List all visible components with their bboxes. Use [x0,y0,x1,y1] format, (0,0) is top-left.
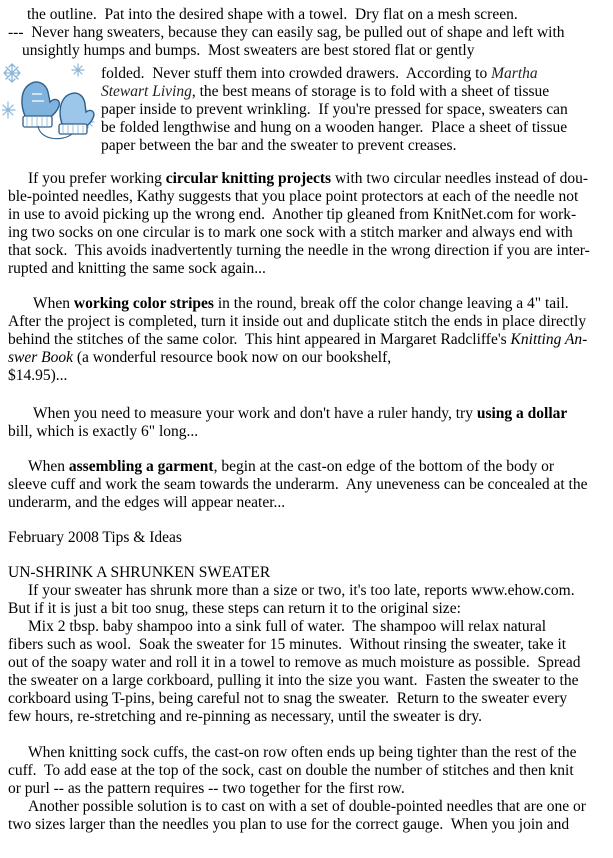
text-line [8,600,461,618]
text-line [8,494,285,512]
text-segment: the sweater on a large corkboard, pulling it into the size you want. Fasten the sweater to the [8,672,579,689]
text-segment: two sizes larger than the needles you plan to use for the correct gauge. When you join and [8,816,570,833]
text-line [8,206,576,224]
section-heading [8,529,182,547]
text-segment: or purl -- as the pattern requires -- two together for the first row. [8,780,405,797]
text-segment: After the project is completed, turn it inside out and duplicate stitch the ends in place directly [8,313,587,330]
text-line [8,816,569,834]
text-line [28,798,586,816]
text-line [28,582,575,600]
text-segment: circular knitting projects [165,170,332,187]
text-segment: February 2008 Tips & Ideas [8,529,182,546]
text-line [8,423,198,441]
text-segment: in use to avoid picking up the wrong end. Another tip gleaned from KnitNet.com for work- [8,206,577,223]
text-segment: If your sweater has shrunk more than a size or two, it's too late, reports www.ehow.com. [28,582,575,599]
section-heading [8,564,270,582]
text-line [28,618,546,636]
text-segment: the outline. Pat into the desired shape with a towel. Dry flat on a mesh screen. [27,6,518,23]
text-line [8,476,587,494]
text-line [101,119,567,137]
text-segment: sleeve cuff and work the seam towards the underarm. Any uneveness can be concealed at the [8,476,588,493]
text-segment: paper between the bar and the sweater to prevent creases. [101,137,457,154]
snowflake-icon [72,64,84,76]
text-line [101,83,549,101]
text-line [33,295,569,313]
text-line [8,224,573,242]
text-line [22,42,474,60]
text-line [8,708,482,726]
text-segment: Knitting An- [510,331,588,348]
text-segment: , the best means of storage is to fold with a sheet of tissue [191,83,550,100]
text-line [27,6,518,24]
right-mitten-icon [59,93,94,134]
text-line [8,672,578,690]
text-segment: using a dollar [476,405,568,422]
text-line [8,690,567,708]
text-line [8,780,405,798]
text-segment: When you need to measure your work and don't have a ruler handy, try [33,405,477,422]
text-segment: , begin at the cast-on edge of the bottom of the body or [213,458,555,475]
text-segment: --- Never hang sweaters, because they can easily sag, be pulled out of shape and left with [8,24,565,41]
text-segment: When knitting sock cuffs, the cast-on row often ends up being tighter than the rest of the [28,744,577,761]
text-line [28,170,588,188]
left-mitten-icon [22,82,59,127]
snowflake-icon [4,64,20,82]
text-segment: If you prefer working [28,170,166,187]
text-segment: out of the soapy water and roll it in a towel to remove as much moisture as possible. Spread [8,654,581,671]
text-line [8,654,581,672]
text-line [8,349,391,367]
text-segment: (a wonderful resource book now on our bookshelf, [73,349,392,366]
text-segment: unsightly humps and bumps. Most sweaters are best stored flat or gently [22,42,475,59]
text-line [101,101,568,119]
text-segment: rupted and knitting the same sock again... [8,260,266,277]
text-segment: Another possible solution is to cast on with a set of double-pointed needles that are one or [28,798,586,815]
text-line [101,137,456,155]
text-line [8,242,590,260]
text-segment: working color stripes [73,295,214,312]
text-line [101,65,538,83]
text-segment: When [28,458,69,475]
text-segment: assembling a garment [68,458,214,475]
text-line [8,762,574,780]
text-segment: with two circular needles instead of dou- [331,170,589,187]
text-line [8,313,586,331]
text-line [8,24,565,42]
text-line [28,458,554,476]
mittens-snowflakes-illustration [2,60,98,146]
text-segment: Martha [491,65,538,82]
text-segment: When [33,295,74,312]
text-segment: folded. Never stuff them into crowded drawers. According to [101,65,492,82]
text-segment: $14.95)... [8,367,68,384]
text-segment: ble-pointed needles, Kathy suggests that you place point protectors at each of the needle not [8,188,579,205]
text-line [8,260,266,278]
text-line [8,331,587,349]
text-segment: that sock. This avoids inadvertently turning the needle in the wrong direction if you are inter- [8,242,590,259]
text-segment: cuff. To add ease at the top of the sock, cast on double the number of stitches and then knit [8,762,574,779]
text-segment: Mix 2 tbsp. baby shampoo into a sink full of water. The shampoo will relax natural [28,618,547,635]
text-line [8,188,578,206]
text-segment: be folded lengthwise and hung on a wooden hanger. Place a sheet of tissue [101,119,568,136]
text-segment: underarm, and the edges will appear neater... [8,494,286,511]
text-segment: UN-SHRINK A SHRUNKEN SWEATER [8,564,271,581]
text-segment: bill, which is exactly 6" long... [8,423,199,440]
text-line [8,367,67,385]
text-segment: in the round, break off the color change leaving a 4" tail. [213,295,569,312]
text-line [8,636,566,654]
text-segment: But if it is just a bit too snug, these steps can return it to the original size: [8,600,461,617]
text-segment: behind the stitches of the same color. This hint appeared in Margaret Radcliffe's [8,331,511,348]
snowflake-icon [2,102,15,118]
text-segment: Stewart Living [101,83,192,100]
text-segment: fibers such as wool. Soak the sweater for 15 minutes. Without rinsing the sweater, take it [8,636,567,653]
text-line [28,744,577,762]
text-segment: corkboard using T-pins, being careful not to snag the sweater. Return to the sweater every [8,690,568,707]
text-segment: paper inside to prevent wrinkling. If you're pressed for space, sweaters can [101,101,568,118]
text-segment: ing two socks on one circular is to mark one sock with a stitch marker and always end with [8,224,573,241]
text-segment: few hours, re-stretching and re-pinning as necessary, until the sweater is dry. [8,708,483,725]
text-segment: swer Book [8,349,74,366]
text-line [33,405,567,423]
